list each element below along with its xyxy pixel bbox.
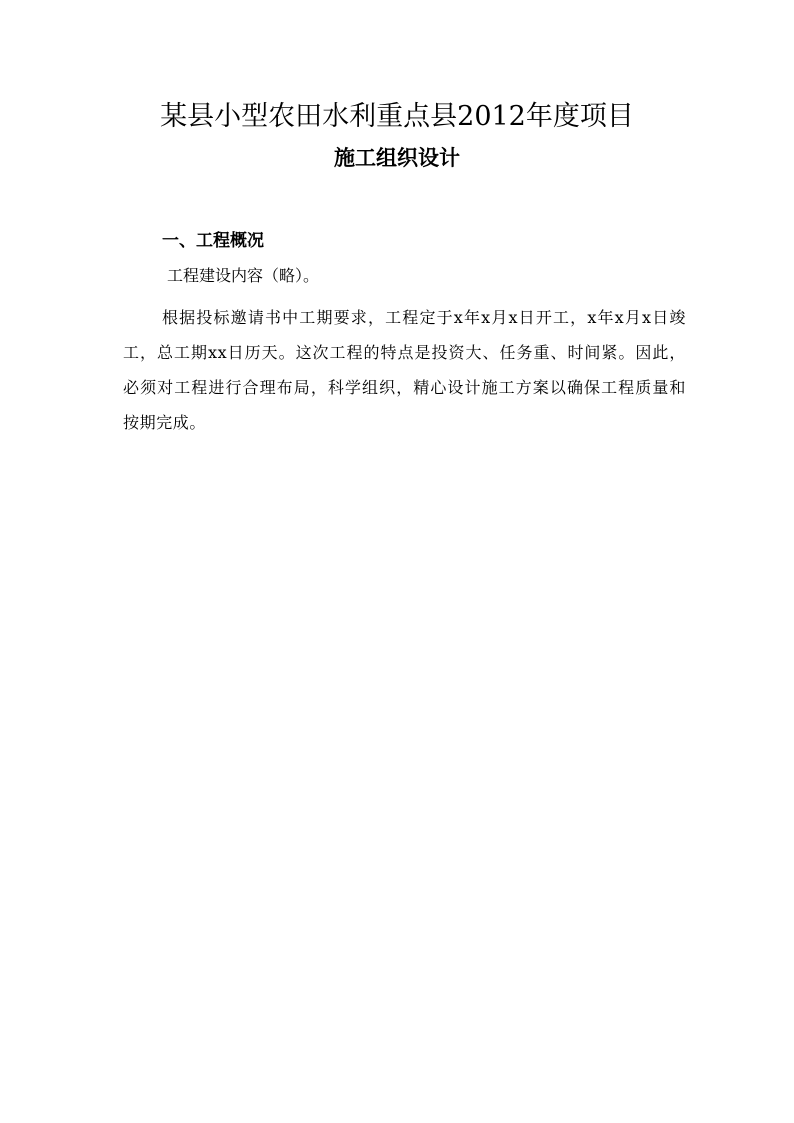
body-paragraph: 根据投标邀请书中工期要求，工程定于x年x月x日开工，x年x月x日竣工，总工期xx日历天。这次工程的特点是投资大、任务重、时间紧。因此，必须对工程进行合理布局，科学组织，精心设计施工方案以确保工程质量和按期完成。 — [123, 308, 686, 432]
document-title: 某县小型农田水利重点县2012年度项目 — [160, 101, 634, 132]
construction-content-line: 工程建设内容（略）。 — [167, 266, 320, 285]
section-heading: 一、工程概况 — [162, 231, 264, 251]
document-subtitle: 施工组织设计 — [334, 145, 460, 170]
